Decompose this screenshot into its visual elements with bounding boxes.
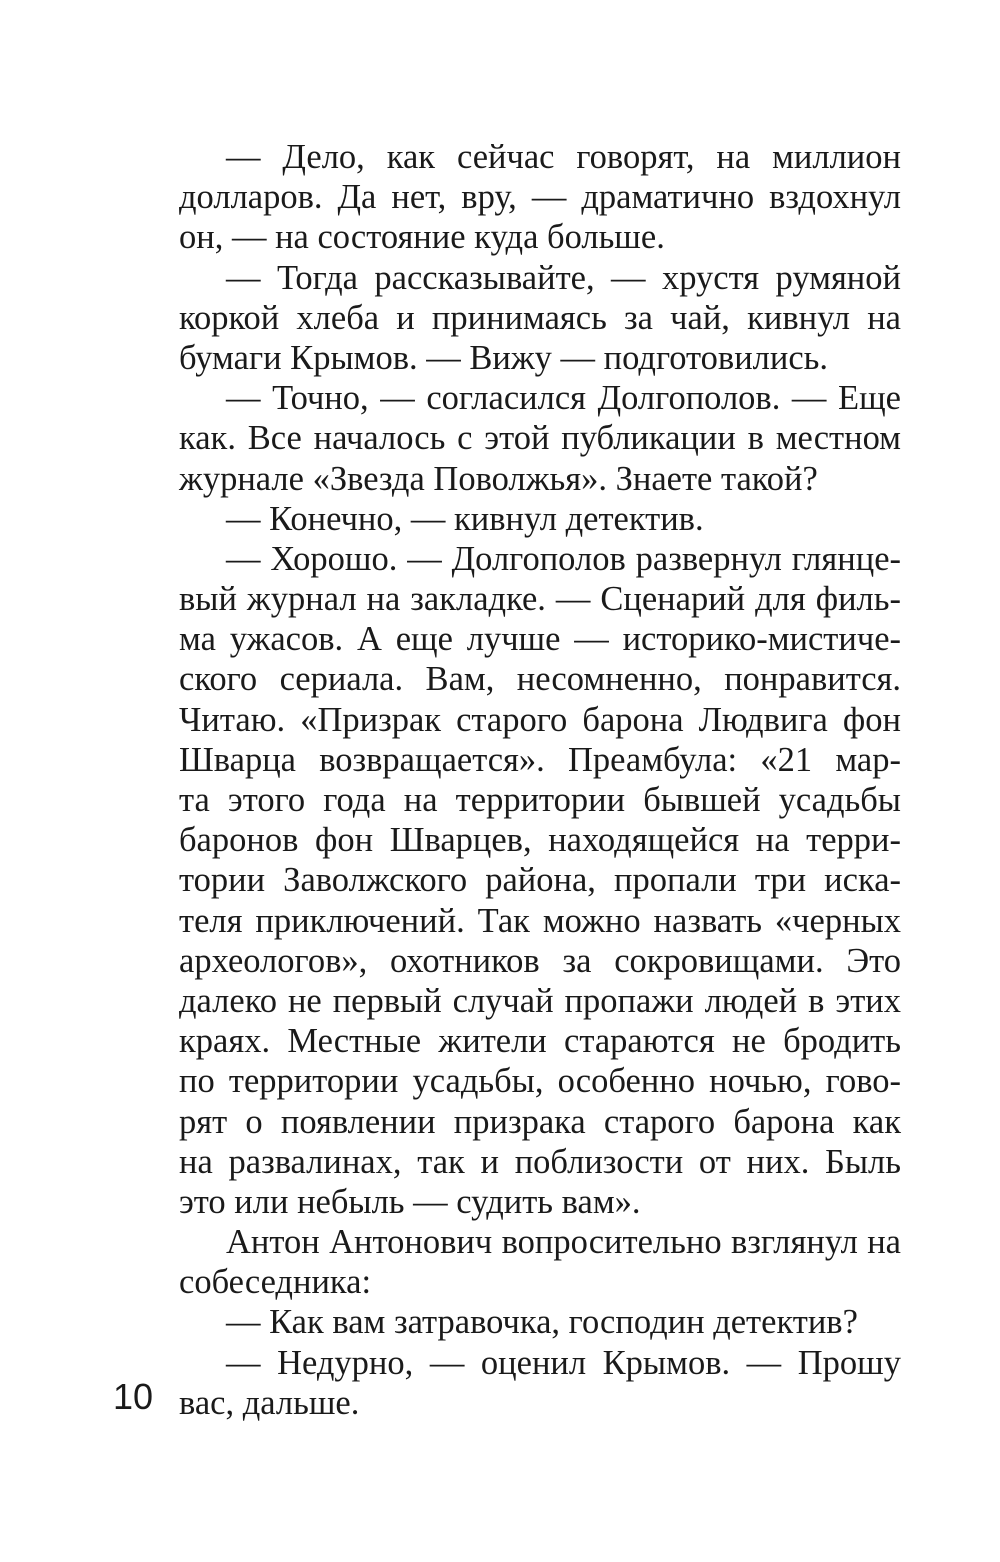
text-line: — Тогда рассказывайте, — хрустя румяной <box>226 258 901 297</box>
paragraph <box>179 1302 901 1342</box>
text-line: — Дело, как сейчас говорят, на миллион <box>226 138 901 176</box>
text-line: коркой хлеба и принимаясь за чай, кивнул на <box>179 298 901 337</box>
text-line: журнале «Звезда Поволжья». Знаете такой? <box>179 459 818 498</box>
text-line: ма ужасов. А еще лучше — историко-мистиче- <box>179 620 901 659</box>
text-line: собеседника: <box>179 1263 372 1302</box>
text-line: — Точно, — согласился Долгополов. — Еще <box>226 379 901 418</box>
text-line: он, — на состояние куда больше. <box>179 218 665 257</box>
text-line: — Как вам затравочка, господин детектив? <box>226 1303 858 1342</box>
page-number: 10 <box>113 1376 154 1417</box>
text-line: это или небыль — судить вам». <box>179 1182 641 1221</box>
paragraph <box>179 137 901 258</box>
text-line: Читаю. «Призрак старого барона Людвига фон <box>179 700 901 739</box>
text-line: — Хорошо. — Долгополов развернул глянце- <box>226 539 901 578</box>
text-line: ского сериала. Вам, несомненно, понравится. <box>179 660 901 699</box>
paragraph <box>179 258 901 379</box>
text-line: Шварца возвращается». Преамбула: «21 мар- <box>179 740 901 779</box>
paragraph <box>179 1222 901 1302</box>
text-line: на развалинах, так и поблизости от них. Быль <box>179 1142 901 1181</box>
text-line: тории Заволжского района, пропали три иска- <box>179 861 901 900</box>
text-line: археологов», охотников за сокровищами. Это <box>179 941 901 980</box>
body-text <box>179 137 901 1423</box>
text-line: вас, дальше. <box>179 1383 360 1422</box>
text-line: по территории усадьбы, особенно ночью, гово- <box>179 1062 901 1101</box>
text-line: вый журнал на закладке. — Сценарий для филь- <box>179 580 901 619</box>
text-line: бумаги Крымов. — Вижу — подготовились. <box>179 338 829 377</box>
text-line: краях. Местные жители стараются не бродить <box>179 1022 901 1061</box>
text-line: та этого года на территории бывшей усадьбы <box>179 781 901 819</box>
paragraph <box>179 378 901 499</box>
text-line: теля приключений. Так можно назвать «черных <box>179 901 901 940</box>
paragraph <box>179 539 901 1222</box>
text-line: как. Все началось с этой публикации в местном <box>179 419 901 458</box>
text-line: — Конечно, — кивнул детектив. <box>226 499 704 538</box>
text-line: баронов фон Шварцев, находящейся на терри- <box>179 821 901 860</box>
text-line: Антон Антонович вопросительно взглянул на <box>226 1223 901 1262</box>
text-line: далеко не первый случай пропажи людей в этих <box>179 981 901 1020</box>
text-line: рят о появлении призрака старого барона как <box>179 1102 901 1141</box>
paragraph <box>179 1343 901 1423</box>
paragraph <box>179 499 901 539</box>
text-line: — Недурно, — оценил Крымов. — Прошу <box>226 1343 901 1382</box>
text-line: долларов. Да нет, вру, — драматично вздохнул <box>179 178 901 217</box>
